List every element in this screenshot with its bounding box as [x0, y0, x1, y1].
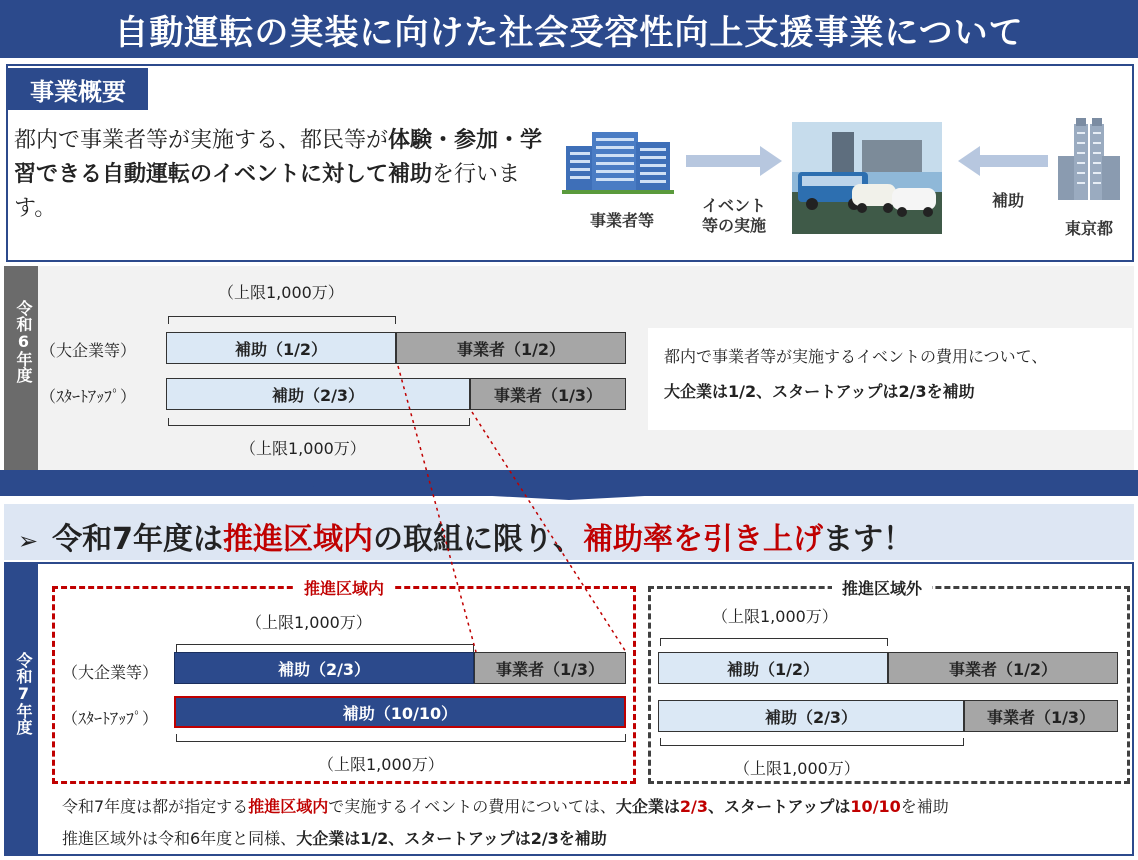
note1-c: で実施するイベントの費用については、	[328, 797, 616, 816]
r7-in-row2-label: （ｽﾀｰﾄｱｯﾌﾟ）	[62, 709, 159, 728]
page-title: 自動運転の実装に向けた社会受容性向上支援事業について	[0, 0, 1138, 58]
headline-part2: 推進区域内	[222, 522, 373, 557]
r6-desc-line2: 大企業は1/2、スタートアップは2/3を補助	[664, 382, 975, 401]
r6-row2-subsidy: 補助（2/3）	[166, 378, 470, 410]
r6-row2-operator: 事業者（1/3）	[470, 378, 626, 410]
overview-text-b: 体験・参加・学習できる自動運転のイベントに対して補助	[14, 128, 543, 187]
note2-b: 大企業は1/2、スタートアップは2/3を補助	[296, 829, 607, 848]
r7-note-line1	[62, 794, 949, 817]
r6-limit-bottom: （上限1,000万）	[240, 439, 366, 458]
r7-out-limit-top: （上限1,000万）	[712, 607, 838, 626]
r7-out-row1-operator: 事業者（1/2）	[888, 652, 1118, 684]
note2-a: 推進区域外は令和6年度と同様、	[62, 829, 297, 848]
r7-out-row2-operator: 事業者（1/3）	[964, 700, 1118, 732]
zone-in-title: 推進区域内	[294, 576, 394, 599]
event-caption-line1: イベント	[701, 196, 766, 215]
note1-b: 推進区域内	[248, 797, 329, 816]
r7-in-row1-label: （大企業等）	[62, 663, 159, 682]
headline-part1: 令和7年度は	[52, 522, 223, 557]
note1-d: 大企業は	[615, 797, 680, 816]
r7-in-row2-subsidy: 補助（10/10）	[174, 696, 626, 728]
overview-label: 事業概要	[8, 68, 148, 110]
note1-g: 10/10	[850, 797, 901, 816]
r7-out-limit-bottom: （上限1,000万）	[734, 759, 860, 778]
r6-desc-line1: 都内で事業者等が実施するイベントの費用について、	[664, 347, 1048, 366]
r6-row1-subsidy: 補助（1/2）	[166, 332, 396, 364]
r7-in-row1-subsidy: 補助（2/3）	[174, 652, 474, 684]
tokyo-caption: 東京都	[1064, 219, 1113, 238]
r6-limit-top: （上限1,000万）	[218, 283, 344, 302]
overview-text-c: を行います。	[14, 162, 521, 221]
headline-part5: ます！	[822, 522, 913, 557]
note1-f: 、スタートアップは	[708, 797, 851, 816]
headline-part4: 補助率を引き上げ	[582, 522, 823, 557]
note1-a: 令和7年度は都が指定する	[62, 797, 249, 816]
r6-row2-label: （ｽﾀｰﾄｱｯﾌﾟ）	[40, 387, 137, 406]
r7-out-row1-subsidy: 補助（1/2）	[658, 652, 888, 684]
r7-out-row2-subsidy: 補助（2/3）	[658, 700, 964, 732]
overview-text-a: 都内で事業者等が実施する、都民等が	[14, 128, 389, 153]
r7-side-label: 令和7年度	[14, 652, 33, 735]
r7-in-limit-bottom: （上限1,000万）	[318, 755, 444, 774]
subsidy-caption: 補助	[991, 191, 1024, 210]
r7-note-line2	[62, 826, 607, 849]
event-caption-line2: 等の実施	[701, 216, 766, 235]
r7-in-row1-operator: 事業者（1/3）	[474, 652, 626, 684]
operator-caption: 事業者等	[589, 211, 654, 230]
r6-row1-label: （大企業等）	[40, 341, 137, 360]
r6-side-label: 令和6年度	[14, 300, 33, 383]
note1-e: 2/3	[679, 797, 709, 816]
r6-row1-operator: 事業者（1/2）	[396, 332, 626, 364]
note1-h: を補助	[900, 797, 949, 816]
headline-part3: の取組に限り、	[372, 522, 583, 557]
headline-arrow-icon: ➢	[18, 527, 39, 555]
zone-out-title: 推進区域外	[832, 576, 932, 599]
r7-in-limit-top: （上限1,000万）	[246, 613, 372, 632]
